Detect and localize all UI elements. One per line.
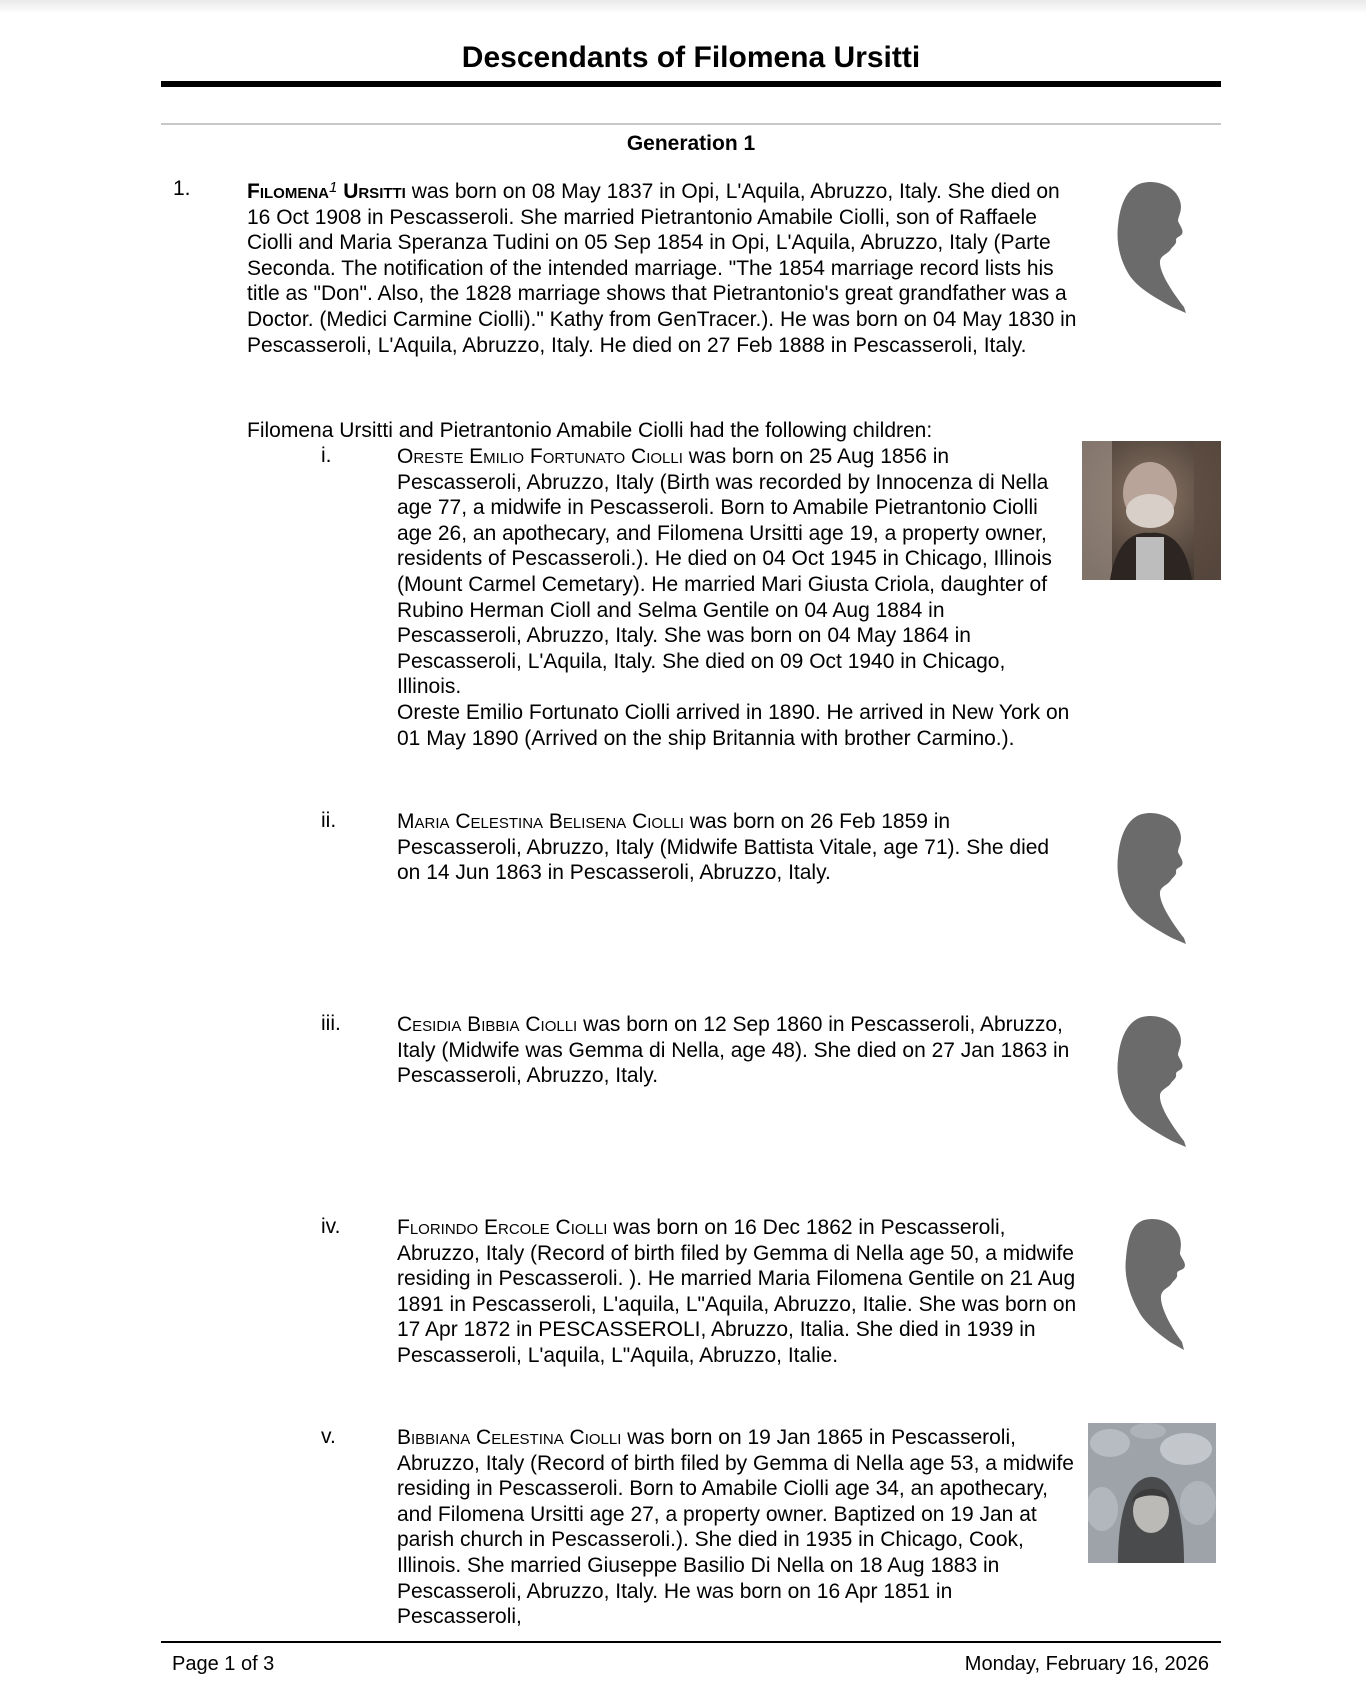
- child-name: Bibbiana Celestina Ciolli: [397, 1426, 622, 1449]
- male-silhouette-icon: [1114, 1218, 1188, 1355]
- person-entry: [247, 179, 1077, 358]
- child-name: Maria Celestina Belisena Ciolli: [397, 810, 684, 833]
- person-text: was born on 08 May 1837 in Opi, L'Aquila, Abruzzo, Italy. She died on 16 Oct 1908 in Pescasseroli. She married Pietrantonio Amabile Ciolli, son of Raffaele Ciolli and Maria Speranza Tudini on 05 Sep 1854 in Opi, L'Aquila, Abruzzo, Italy (Parte Seconda. The notification of the intended marriage. "The 1854 marriage record lists his title as "Don". Also, the 1828 marriage shows that Pietrantonio's great grandfather was a Doctor. (Medici Carmine Ciolli)." Kathy from GenTracer.). He was born on 04 May 1830 in Pescasseroli, L'Aquila, Abruzzo, Italy. He died on 27 Feb 1888 in Pescasseroli, Italy.: [247, 180, 1077, 357]
- child-text: was born on 25 Aug 1856 in Pescasseroli, Abruzzo, Italy (Birth was recorded by Innocenza di Nella age 77, a midwife in Pescasseroli. Born to Amabile Pietrantonio Ciolli age 26, an apothecary, and Filomena Ursitti age 19, a property owner, residents of Pescasseroli.). He died on 04 Oct 1945 in Chicago, Illinois (Mount Carmel Cemetary). He married Mari Giusta Criola, daughter of Rubino Herman Cioll and Selma Gentile on 04 Aug 1884 in Pescasseroli, Abruzzo, Italy. She was born on 04 May 1864 in Pescasseroli, L'Aquila, Italy. She died on 09 Oct 1940 in Chicago, Illinois.: [397, 445, 1052, 699]
- child-name: Florindo Ercole Ciolli: [397, 1216, 608, 1239]
- footer-rule: [161, 1641, 1221, 1643]
- child-text: was born on 16 Dec 1862 in Pescasseroli, Abruzzo, Italy (Record of birth filed by Gemma di Nella age 50, a midwife residing in Pescasseroli. ). He married Maria Filomena Gentile on 21 Aug 1891 in Pescasseroli, L'aquila, L"Aquila, Abruzzo, Italie. She was born on 17 Apr 1872 in PESCASSEROLI, Abruzzo, Italia. She died in 1939 in Pescasseroli, L'aquila, L"Aquila, Abruzzo, Italie.: [397, 1216, 1077, 1367]
- child-numeral: v.: [321, 1425, 336, 1448]
- child-name: Oreste Emilio Fortunato Ciolli: [397, 445, 683, 468]
- report-title: Descendants of Filomena Ursitti: [461, 41, 921, 74]
- title-rule: [161, 81, 1221, 87]
- generation-heading: Generation 1: [626, 132, 756, 155]
- person-given-name: Filomena: [247, 180, 329, 203]
- children-intro: Filomena Ursitti and Pietrantonio Amabile Ciolli had the following children:: [247, 419, 933, 442]
- child-numeral: iv.: [321, 1215, 341, 1238]
- child-entry: [397, 809, 1077, 886]
- child-extra: Oreste Emilio Fortunato Ciolli arrived in 1890. He arrived in New York on 01 May 1890 (Arrived on the ship Britannia with brother Carmino.).: [397, 700, 1070, 750]
- child-entry: [397, 444, 1072, 751]
- child-numeral: ii.: [321, 809, 337, 832]
- child-numeral: i.: [321, 444, 332, 467]
- generation-superscript: 1: [329, 179, 338, 196]
- child-entry: [397, 1215, 1077, 1369]
- child-text: was born on 12 Sep 1860 in Pescasseroli, Abruzzo, Italy (Midwife was Gemma di Nella, age 48). She died on 27 Jan 1863 in Pescasseroli, Abruzzo, Italy.: [397, 1013, 1070, 1088]
- child-numeral: iii.: [321, 1012, 341, 1035]
- child-name: Cesidia Bibbia Ciolli: [397, 1013, 578, 1036]
- section-rule: [161, 123, 1221, 125]
- person-number: 1.: [173, 177, 191, 200]
- child-entry: [397, 1425, 1077, 1627]
- female-silhouette-icon: [1114, 812, 1186, 949]
- person-surname: Ursitti: [343, 180, 406, 203]
- report-date: Monday, February 16, 2026: [964, 1653, 1209, 1675]
- child-photo: [1082, 441, 1221, 580]
- child-entry: [397, 1012, 1077, 1089]
- page-number: Page 1 of 3: [172, 1653, 275, 1675]
- child-text: was born on 26 Feb 1859 in Pescasseroli, Abruzzo, Italy (Midwife Battista Vitale, age 71). She died on 14 Jun 1863 in Pescasseroli, Abruzzo, Italy.: [397, 810, 1050, 885]
- female-silhouette-icon: [1114, 181, 1186, 318]
- child-text: was born on 19 Jan 1865 in Pescasseroli, Abruzzo, Italy (Record of birth filed by Gemma di Nella age 53, a midwife residing in Pescasseroli. Born to Amabile Ciolli age 34, an apothecary, and Filomena Ursitti age 27, a property owner. Baptized on 19 Jan at parish church in Pescasseroli.). She died in 1935 in Chicago, Cook, Illinois. She married Giuseppe Basilio Di Nella on 18 Aug 1883 in Pescasseroli, Abruzzo, Italy. He was born on 16 Apr 1851 in Pescasseroli,: [397, 1426, 1074, 1627]
- female-silhouette-icon: [1114, 1015, 1186, 1152]
- child-photo: [1088, 1423, 1216, 1563]
- page-top-shadow: [0, 0, 1366, 14]
